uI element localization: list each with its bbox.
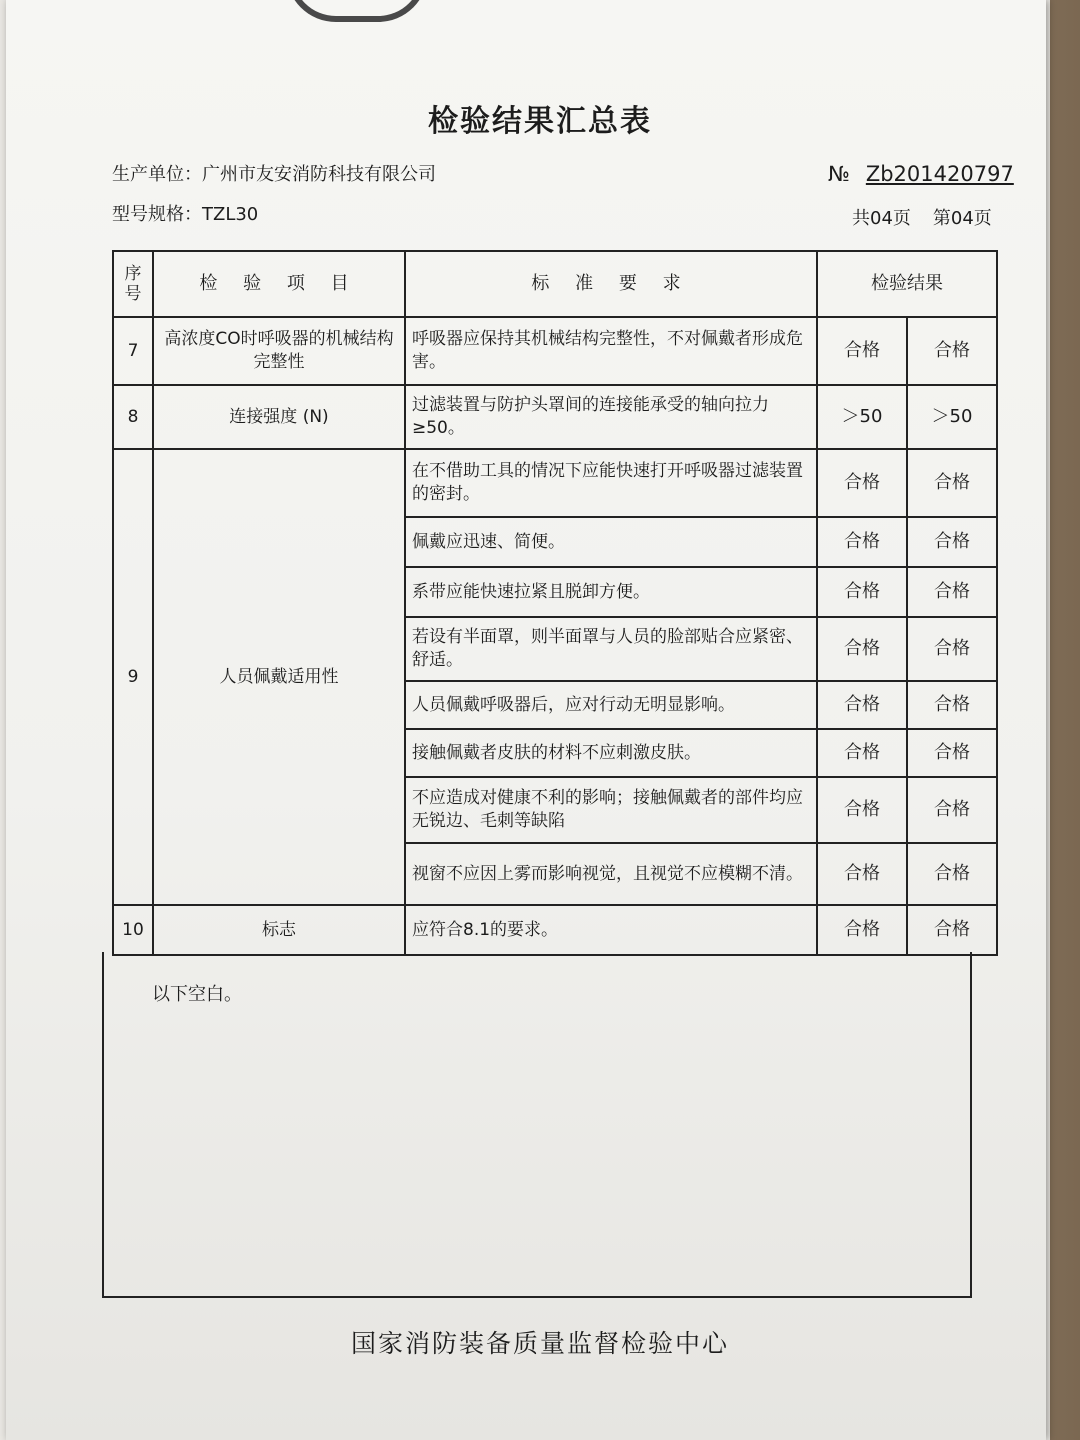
result-1: 合格 xyxy=(817,777,907,843)
row-requirement: 若设有半面罩，则半面罩与人员的脸部贴合应紧密、舒适。 xyxy=(405,617,817,681)
row-requirement: 应符合8.1的要求。 xyxy=(405,905,817,955)
result-1: 合格 xyxy=(817,617,907,681)
results-table xyxy=(112,250,998,956)
row-requirement: 接触佩戴者皮肤的材料不应刺激皮肤。 xyxy=(405,729,817,777)
header-seq: 序号 xyxy=(113,251,153,317)
result-1: 合格 xyxy=(817,729,907,777)
table-row xyxy=(113,449,997,517)
result-1: 合格 xyxy=(817,905,907,955)
row-item: 人员佩戴适用性 xyxy=(153,449,405,905)
page-count xyxy=(852,204,1014,230)
model-line xyxy=(112,200,258,226)
document-title: 检验结果汇总表 xyxy=(428,104,652,139)
result-1: ＞50 xyxy=(817,385,907,449)
model-value: TZL30 xyxy=(202,204,259,225)
number-symbol: № xyxy=(828,162,850,186)
row-requirement: 呼吸器应保持其机械结构完整性，不对佩戴者形成危害。 xyxy=(405,317,817,385)
row-seq: 7 xyxy=(113,317,153,385)
row-item: 高浓度CO时呼吸器的机械结构完整性 xyxy=(153,317,405,385)
row-seq: 10 xyxy=(113,905,153,955)
report-number xyxy=(828,162,1014,186)
result-2: 合格 xyxy=(907,567,997,617)
blank-note: 以下空白。 xyxy=(152,984,242,1005)
result-2: 合格 xyxy=(907,681,997,729)
model-label: 型号规格： xyxy=(112,204,202,225)
result-1: 合格 xyxy=(817,449,907,517)
current-page: 第04页 xyxy=(932,208,992,229)
result-2: 合格 xyxy=(907,843,997,905)
result-2: 合格 xyxy=(907,777,997,843)
header-item: 检 验 项 目 xyxy=(153,251,405,317)
number-value: Zb201420797 xyxy=(865,162,1014,186)
row-seq: 8 xyxy=(113,385,153,449)
table-row xyxy=(113,385,997,449)
table-header-row xyxy=(113,251,997,317)
result-2: 合格 xyxy=(907,517,997,567)
result-2: 合格 xyxy=(907,449,997,517)
result-1: 合格 xyxy=(817,517,907,567)
producer-line xyxy=(112,160,436,186)
result-2: ＞50 xyxy=(907,385,997,449)
producer-label: 生产单位： xyxy=(112,164,202,185)
result-1: 合格 xyxy=(817,681,907,729)
row-requirement: 人员佩戴呼吸器后，应对行动无明显影响。 xyxy=(405,681,817,729)
header-result: 检验结果 xyxy=(817,251,997,317)
row-seq: 9 xyxy=(113,449,153,905)
result-1: 合格 xyxy=(817,843,907,905)
row-requirement: 视窗不应因上雾而影响视觉，且视觉不应模糊不清。 xyxy=(405,843,817,905)
table-row xyxy=(113,317,997,385)
row-requirement: 在不借助工具的情况下应能快速打开呼吸器过滤装置的密封。 xyxy=(405,449,817,517)
result-2: 合格 xyxy=(907,729,997,777)
stamp-mark xyxy=(286,0,428,22)
row-requirement: 过滤装置与防护头罩间的连接能承受的轴向拉力≥50。 xyxy=(405,385,817,449)
row-requirement: 系带应能快速拉紧且脱卸方便。 xyxy=(405,567,817,617)
row-item: 连接强度 (N) xyxy=(153,385,405,449)
total-pages: 共04页 xyxy=(852,208,911,229)
issuing-organization: 国家消防装备质量监督检验中心 xyxy=(350,1329,729,1358)
result-2: 合格 xyxy=(907,317,997,385)
blank-area xyxy=(102,952,972,1298)
row-requirement: 不应造成对健康不利的影响；接触佩戴者的部件均应无锐边、毛刺等缺陷 xyxy=(405,777,817,843)
producer-value: 广州市友安消防科技有限公司 xyxy=(202,164,436,185)
result-1: 合格 xyxy=(817,567,907,617)
result-2: 合格 xyxy=(907,905,997,955)
result-1: 合格 xyxy=(817,317,907,385)
row-item: 标志 xyxy=(153,905,405,955)
header-requirement: 标 准 要 求 xyxy=(405,251,817,317)
row-requirement: 佩戴应迅速、简便。 xyxy=(405,517,817,567)
table-row xyxy=(113,905,997,955)
result-2: 合格 xyxy=(907,617,997,681)
